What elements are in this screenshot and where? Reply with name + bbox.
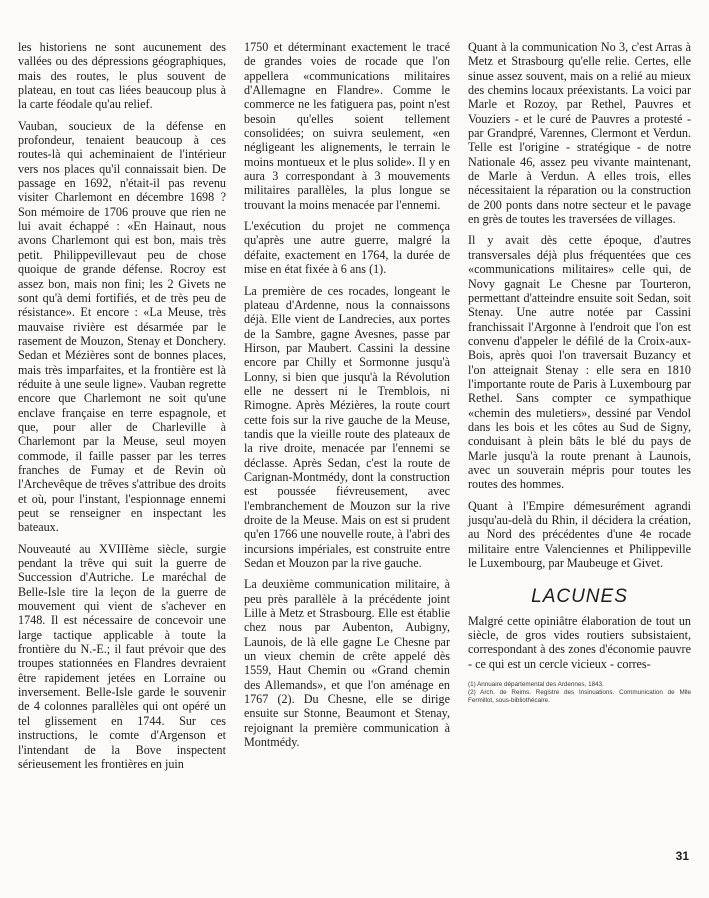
paragraph: 1750 et déterminant exactement le tracé de grandes voies de rocade que l'on appellera «communications militaires d'Allemagne en Flandre». Comme le commerce ne les fatiguera pas, point n'est besoin qu'elles soient tellement consolidées; on suivra seulement, «en négligeant les alignements, le terrain le moins montueux et le plus solide». Il y en aura 3 correspondant à 3 mouvements militaires parallèles, la plus longue se trouvant la moins menacée par l'ennemi. xyxy=(244,40,450,212)
paragraph: L'exécution du projet ne commença qu'après une autre guerre, malgré la défaite, exactement en 1764, la durée de mise en état fixée à 6 ans (1). xyxy=(244,219,450,277)
paragraph: les historiens ne sont aucunement des vallées ou des dépressions géographiques, mais des routes, le plus souvent de plateau, en tout cas liées beaucoup plus à la carte féodale qu'au relief. xyxy=(18,40,226,112)
text-column-3 xyxy=(468,40,691,705)
paragraph: Malgré cette opiniâtre élaboration de tout un siècle, de gros vides routiers subsistaient, correspondant à des zones d'économie pauvre - ce qui est un cercle vicieux - corres- xyxy=(468,613,691,671)
section-heading: LACUNES xyxy=(531,586,628,608)
footnote: (1) Annuaire départemental des Ardennes, 1843. xyxy=(468,681,604,689)
footnote: (2) Arch. de Reims. Registre des Insinuations. Communication de Mlle Fermillot, sous-bibliothécaire. xyxy=(468,689,691,705)
footnotes xyxy=(468,681,691,705)
paragraph: La première de ces rocades, longeant le plateau d'Ardenne, nous la connaissons déjà. Elle vient de Landrecies, aux portes de la Sambre, gagne Avesnes, passe par Hirson, par Maubert. Cassini la dessine encore par Chilly et Sormonne jusqu'à Lonny, si bien que jusqu'à la Révolution elle ne dessert ni le Tremblois, ni Rimogne. Après Mézières, la route court cette fois sur la rive gauche de la Meuse, tandis que la vieille route des plateaux de la rive droite, menacée par l'ennemi se déclasse. Après Sedan, c'est la route de Carignan-Montmédy, dont la construction est poussée fiévreusement, avec l'embranchement de Mouzon sur la rive droite de la Meuse. Mais on est si prudent qu'en 1766 une nouvelle route, à l'abri des incursions impériales, est construite entre Sedan et Mouzon par la rive gauche. xyxy=(244,283,450,571)
paragraph: Il y avait dès cette époque, d'autres transversales déjà plus fréquentées que ces «communications militaires» celle qui, de Novy gagnait Le Chesne par Tourteron, permettant d'atteindre ensuite soit Sedan, soit Stenay. Une autre notée par Cassini franchissait l'Argonne à l'endroit que l'on est convenu d'appeler le défilé de la Croix-aux-Bois, après quoi l'on traversait Buzancy et l'on atteignait Stenay : elle sera en 1810 l'importante route de Paris à Luxembourg par Rethel. Sans compter ce sympathique «chemin des muletiers», dessiné par Vendol dans les bois et les côtes au Sud de Signy, conduisant à plein bâts le blé du pays de Marle jusqu'à la route prenant à Launois, avec un souverain mépris pour toutes les routes des hommes. xyxy=(468,233,691,492)
paragraph: Quant à la communication No 3, c'est Arras à Metz et Strasbourg qu'elle relie. Certes, elle sinue assez souvent, mais on a relié au mieux des chemins locaux préexistants. La voici par Marle et Rozoy, par Rethel, Pauvres et Vouziers - et le curé de Pauvres a protesté - par Grandpré, Varennes, Clermont et Verdun. Telle est l'origine - stratégique - de notre Nationale 46, assez peu vivante maintenant, de Marle à Verdun. A elles trois, elles nécessitaient la réparation ou la construction de 200 ponts dans notre secteur et le pavage en grès de toutes les traversées de villages. xyxy=(468,40,691,227)
paragraph: Quant à l'Empire démesurément agrandi jusqu'au-delà du Rhin, il décidera la création, au Nord des précédentes d'une 4e rocade militaire entre Valenciennes et Philippeville le Luxembourg, par Maubeuge et Givet. xyxy=(468,498,691,571)
paragraph: Nouveauté au XVIIIème siècle, surgie pendant la trêve qui suit la guerre de Succession d'Autriche. Le maréchal de Belle-Isle tire la leçon de la guerre de mouvement qui vient de s'achever en 1748. Il est nécessaire de concevoir une large tactique applicable à toute la frontière du N.-E.; il faut prévoir que des troupes stationnées en Flandres devraient être rapidement jetées en Lorraine ou inversement. Belle-Isle garde le souvenir de 4 colonnes parallèles qui ont opéré un tel glissement en 1744. Sur ces instructions, le comte d'Argenson et l'intendant de la Bove inspectent sérieusement les frontières en juin xyxy=(18,541,226,771)
paragraph: Vauban, soucieux de la défense en profondeur, tenaient beaucoup à ces routes-là qui acheminaient de l'intérieur vers nos places qu'il connaissait bien. De passage en 1692, n'était-il pas revenu visiter Charlemont en décembre 1698 ? Son mémoire de 1706 prouve que rien ne lui avait échappé : «En Hainaut, nous avons Charlemont qui est bon, mais très petit. Philippevillevaut peu de chose quoique de grande défense. Rocroy est assez bon, mais non fini; les 2 Givets ne sont qu'à demi fortifiés, et de très peu de résistance». Et encore : «La Meuse, très mauvaise rivière est désarmée par le rasement de Mouzon, Stenay et Donchery. Sedan et Mézières sont de bonnes places, mais très imparfaites, et la frontière est là réduite à une seule ligne». Vauban regrette encore que Charlemont ne soit qu'une enclave française en terre espagnole, et que, pour aller de Charleville à Charlemont par la Meuse, seul moyen commode, il faille passer par les terres franches de Fumay et de Revin où l'Archevêque de trêves s'attribue des droits et où, pour l'instant, l'espionnage ennemi peut se renseigner en inspectant les bateaux. xyxy=(18,118,226,535)
text-column-1 xyxy=(18,40,226,778)
paragraph: La deuxième communication militaire, à peu près parallèle à la précédente joint Lille à Metz et Strasbourg. Elle est établie chez nous par Aubenton, Aubigny, Launois, de là elle gagne Le Chesne par un vieux chemin de crête appelé dès 1559, Haut Chemin ou «Grand chemin des Allemands», et que l'on aménage en 1767 (2). Du Chesne, elle se dirige ensuite sur Stonne, Beaumont et Stenay, rejoignant la première communication à Montmédy. xyxy=(244,577,450,750)
text-column-2 xyxy=(244,40,450,757)
page-number: 31 xyxy=(675,849,689,863)
